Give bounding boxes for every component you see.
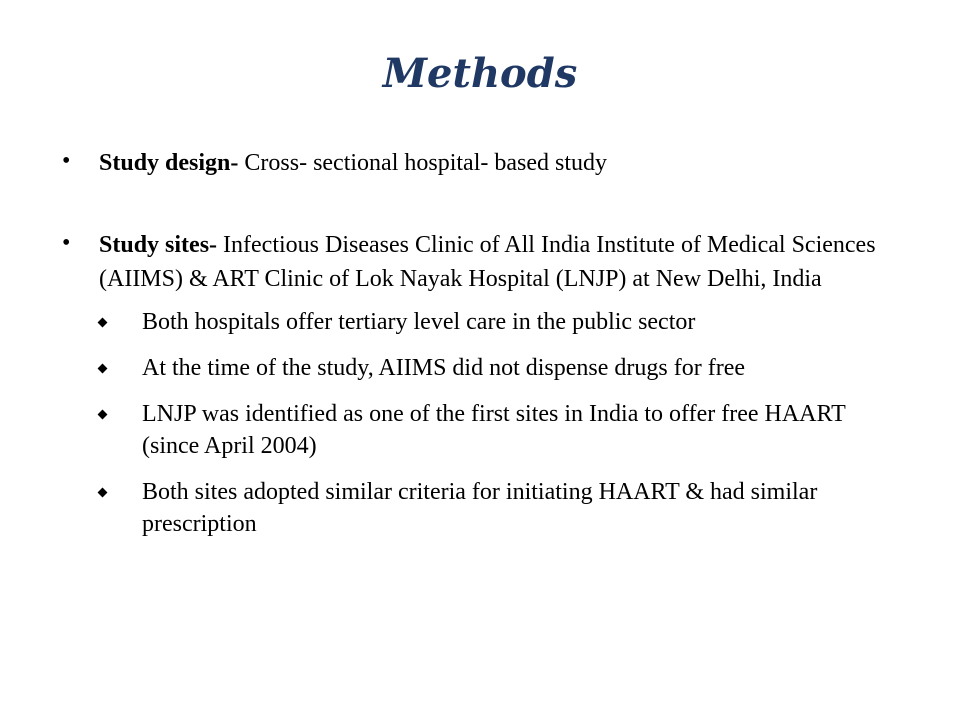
sub-bullet-item [99,306,902,338]
slide-content [62,146,902,554]
bullet-study-design [62,146,902,180]
bullet-label: Study sites- [99,232,218,258]
sub-bullet-text: At the time of the study, AIIMS did not dispense drugs for free [142,355,746,381]
sub-bullet-text: Both hospitals offer tertiary level care in the public sector [142,309,696,335]
bullet-label: Study design- [99,150,239,176]
slide-title: Methods [382,50,578,97]
diamond-bullet-icon [98,488,108,498]
sub-bullet-item [99,476,902,540]
bullet-dot-icon: • [62,230,71,256]
bullet-study-sites [62,228,902,296]
diamond-bullet-icon [98,410,108,420]
sub-bullet-text: Both sites adopted similar criteria for initiating HAART & had similar prescription [142,479,818,537]
sub-bullet-item [99,352,902,384]
bullet-dot-icon: • [62,148,71,174]
sub-bullet-item [99,398,902,462]
bullet-text: Infectious Diseases Clinic of All India Institute of Medical Sciences (AIIMS) & ART Clinic of Lok Nayak Hospital (LNJP) at New Delhi, India [99,232,876,292]
diamond-bullet-icon [98,364,108,374]
bullet-text: Cross- sectional hospital- based study [238,150,608,176]
diamond-bullet-icon [98,318,108,328]
sub-bullet-text: LNJP was identified as one of the first sites in India to offer free HAART (since April 2004) [142,401,846,459]
